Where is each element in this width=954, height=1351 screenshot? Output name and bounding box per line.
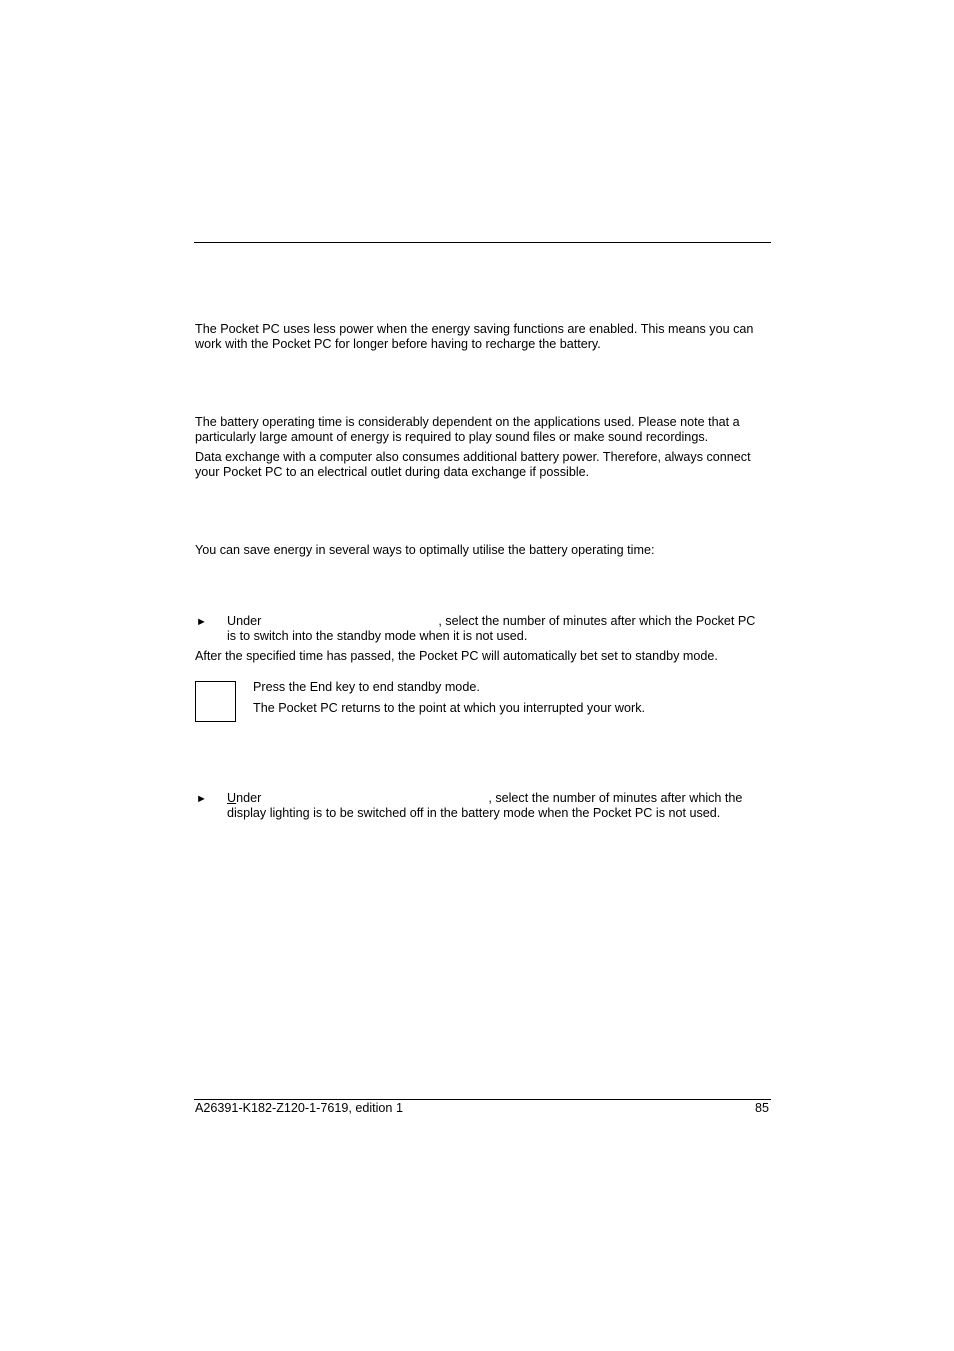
note-box bbox=[195, 681, 236, 722]
standby-step-line-1 bbox=[227, 614, 772, 629]
standby-step-bullet-icon: ► bbox=[196, 616, 207, 628]
intro-line-1: The Pocket PC uses less power when the energy saving functions are enabled. This means you can bbox=[195, 322, 754, 336]
standby-after-paragraph bbox=[195, 649, 775, 664]
standby-step bbox=[227, 614, 772, 644]
battery-time-paragraph bbox=[195, 415, 775, 445]
standby-step-rest: , select the number of minutes after which the Pocket PC bbox=[438, 614, 756, 628]
data-exchange-line-1: Data exchange with a computer also consumes additional battery power. Therefore, always connect bbox=[195, 450, 751, 464]
note-line-1: Press the End key to end standby mode. bbox=[253, 680, 480, 694]
display-step-under-first: U bbox=[227, 791, 237, 805]
standby-after-text: After the specified time has passed, the Pocket PC will automatically bet set to standby mode. bbox=[195, 649, 718, 663]
save-energy-paragraph bbox=[195, 543, 775, 558]
save-energy-text: You can save energy in several ways to optimally utilise the battery operating time: bbox=[195, 543, 655, 557]
footer-doc-id: A26391-K182-Z120-1-7619, edition 1 bbox=[195, 1101, 403, 1115]
note-line-2: The Pocket PC returns to the point at which you interrupted your work. bbox=[253, 701, 645, 715]
battery-time-line-2: particularly large amount of energy is required to play sound files or make sound recordings. bbox=[195, 430, 709, 444]
data-exchange-line-2: your Pocket PC to an electrical outlet during data exchange if possible. bbox=[195, 465, 590, 479]
display-step-bullet-icon: ► bbox=[196, 793, 207, 805]
standby-step-line-2: is to switch into the standby mode when it is not used. bbox=[227, 629, 528, 643]
intro-paragraph bbox=[195, 322, 775, 352]
header-rule bbox=[194, 242, 771, 243]
display-step bbox=[227, 791, 772, 821]
standby-step-under: Under bbox=[227, 614, 262, 628]
page-number: 85 bbox=[754, 1101, 769, 1115]
display-step-rest: , select the number of minutes after which the bbox=[488, 791, 743, 805]
intro-line-2: work with the Pocket PC for longer before having to recharge the battery. bbox=[195, 337, 601, 351]
battery-time-line-1: The battery operating time is considerably dependent on the applications used. Please note that a bbox=[195, 415, 740, 429]
display-step-under-rest: nder bbox=[236, 791, 262, 805]
data-exchange-paragraph bbox=[195, 450, 775, 480]
display-step-line-1 bbox=[227, 791, 772, 806]
display-step-line-2: display lighting is to be switched off in the battery mode when the Pocket PC is not used. bbox=[227, 806, 721, 820]
footer-rule bbox=[194, 1099, 771, 1100]
